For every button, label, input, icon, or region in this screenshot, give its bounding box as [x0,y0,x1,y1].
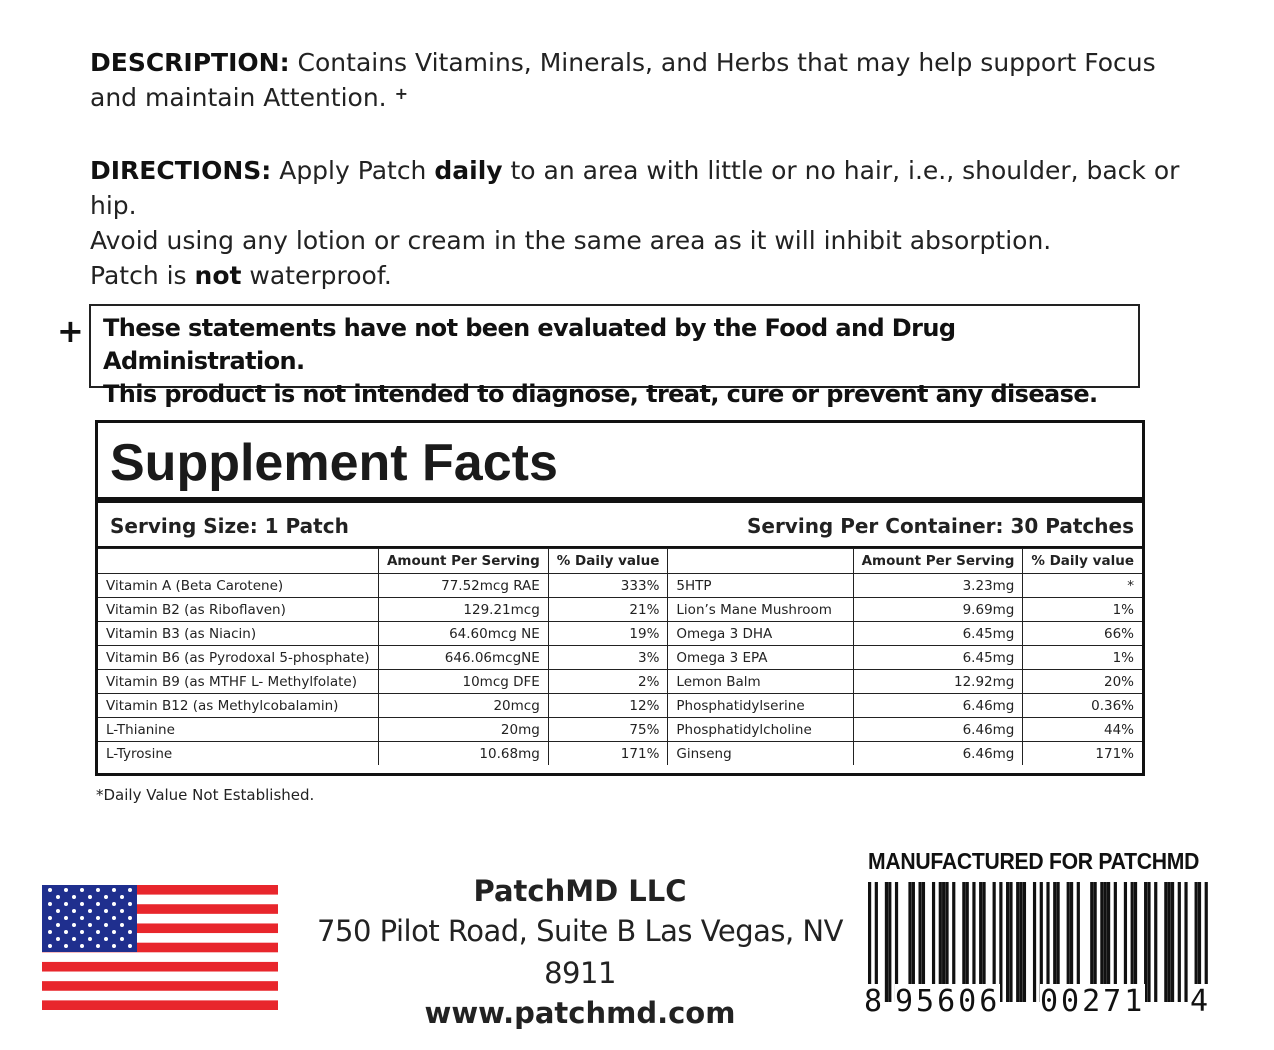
description-paragraph [90,45,1170,115]
supplement-facts-table [98,548,1142,765]
disclaimer-box [89,304,1140,408]
flag-star [48,888,52,892]
flag-stripe [42,1000,278,1010]
supplement-facts-panel [95,420,1145,776]
amount-per-serving: 12.92mg [853,670,1023,694]
amount-per-serving: 9.69mg [853,598,1023,622]
daily-value-percent: 171% [1023,742,1142,766]
amount-per-serving: 3.23mg [853,574,1023,598]
flag-star [56,895,60,899]
flag-star [96,888,100,892]
directions-line-1 [90,153,1190,223]
daily-value-percent: 0.36% [1023,694,1142,718]
flag-star [56,909,60,913]
facts-heavy-rule [98,497,1142,503]
ingredient-name: L-Thianine [98,718,378,742]
barcode-bar [888,882,891,1002]
header-cell: % Daily value [548,549,668,574]
header-cell [668,549,853,574]
ingredient-name: Vitamin B2 (as Riboflaven) [98,598,378,622]
flag-star [112,888,116,892]
directions-line3-b: waterproof. [241,261,392,290]
flag-star [96,944,100,948]
barcode-bar [1171,882,1174,1002]
directions-line-3 [90,258,1190,293]
supplement-facts-title: Supplement Facts [110,434,558,492]
ingredient-name: Phosphatidylcholine [668,718,853,742]
ingredient-name: Omega 3 DHA [668,622,853,646]
directions-text-b: to an area with little or no hair, i.e., shoulder, back or hip. [90,156,1180,220]
flag-star [88,923,92,927]
amount-per-serving: 77.52mcg RAE [378,574,548,598]
flag-star [128,944,132,948]
directions-paragraph [90,153,1190,293]
flag-star [48,916,52,920]
daily-value-percent: * [1023,574,1142,598]
barcode-group-right: 00271 [1040,984,1146,1019]
company-website: www.patchmd.com [424,996,736,1030]
table-row [98,646,1142,670]
header-cell: % Daily value [1023,549,1142,574]
flag-star [80,930,84,934]
flag-star [104,909,108,913]
flag-star [64,916,68,920]
flag-star [72,937,76,941]
daily-value-percent: 44% [1023,718,1142,742]
description-footnote-mark: + [394,84,408,103]
flag-star [88,937,92,941]
flag-star [120,937,124,941]
flag-star [80,888,84,892]
amount-per-serving: 6.46mg [853,718,1023,742]
ingredient-name: 5HTP [668,574,853,598]
table-row [98,694,1142,718]
flag-star [104,923,108,927]
flag-star [56,923,60,927]
barcode-bar [1168,882,1171,1002]
serving-size: Serving Size: 1 Patch [110,514,349,538]
flag-star [112,944,116,948]
flag-star [128,930,132,934]
barcode-bar [1184,882,1187,1002]
flag-star [120,895,124,899]
description-text: Contains Vitamins, Minerals, and Herbs that may help support Focus and maintain Attention. [90,48,1156,112]
barcode-bar [1178,882,1181,1002]
flag-star [96,902,100,906]
daily-value-percent: 3% [548,646,668,670]
ingredient-name: Ginseng [668,742,853,766]
flag-star [80,944,84,948]
table-row [98,670,1142,694]
ingredient-name: Lemon Balm [668,670,853,694]
daily-value-percent: 1% [1023,646,1142,670]
daily-value-percent: 21% [548,598,668,622]
flag-star [72,895,76,899]
directions-label: DIRECTIONS: [90,156,272,185]
directions-emphasis-not: not [194,261,242,290]
daily-value-percent: 333% [548,574,668,598]
table-row [98,622,1142,646]
manufactured-for-label: MANUFACTURED FOR PATCHMD [868,848,1200,874]
amount-per-serving: 6.46mg [853,694,1023,718]
flag-stripe [42,981,278,991]
amount-per-serving: 64.60mcg NE [378,622,548,646]
header-cell: Amount Per Serving [853,549,1023,574]
flag-stripe [42,952,278,962]
flag-star [112,902,116,906]
barcode-bar [1006,882,1009,1002]
table-row [98,574,1142,598]
table-row [98,718,1142,742]
flag-star [80,916,84,920]
ingredient-name: Lion’s Mane Mushroom [668,598,853,622]
flag-star [64,888,68,892]
table-row [98,598,1142,622]
amount-per-serving: 129.21mcg [378,598,548,622]
disclaimer-line-2: This product is not intended to diagnose, treat, cure or prevent any disease. [103,380,1098,408]
amount-per-serving: 10.68mg [378,742,548,766]
daily-value-percent: 20% [1023,670,1142,694]
flag-star [112,916,116,920]
barcode-bar [1016,882,1019,1002]
amount-per-serving: 6.45mg [853,622,1023,646]
flag-star [48,944,52,948]
flag-star [104,937,108,941]
flag-star [80,902,84,906]
ingredient-name: Vitamin B6 (as Pyrodoxal 5-phosphate) [98,646,378,670]
table-row [98,742,1142,766]
amount-per-serving: 646.06mcgNE [378,646,548,670]
ingredient-name: L-Tyrosine [98,742,378,766]
amount-per-serving: 6.45mg [853,646,1023,670]
daily-value-percent: 171% [548,742,668,766]
barcode-bar [1164,882,1167,1002]
disclaimer-line-1: These statements have not been evaluated by the Food and Drug Administration. [103,314,956,375]
flag-canton [42,885,137,952]
ingredient-name: Phosphatidylserine [668,694,853,718]
flag-star [96,930,100,934]
flag-star [56,937,60,941]
us-flag-icon [42,885,278,1010]
daily-value-percent: 1% [1023,598,1142,622]
flag-star [72,923,76,927]
flag-stripe [42,972,278,982]
flag-star [128,916,132,920]
flag-star [112,930,116,934]
daily-value-percent: 2% [548,670,668,694]
flag-star [120,923,124,927]
header-cell: Amount Per Serving [378,549,548,574]
barcode-bar [1023,882,1026,1002]
daily-value-percent: 12% [548,694,668,718]
barcode-bar [885,882,888,1002]
directions-line3-a: Patch is [90,261,195,290]
company-address: 750 Pilot Road, Suite B Las Vegas, NV 8911 [317,914,843,990]
flag-star [96,916,100,920]
flag-star [128,888,132,892]
ingredient-name: Vitamin B12 (as Methylcobalamin) [98,694,378,718]
flag-star [104,895,108,899]
barcode-bar [1019,882,1022,1002]
flag-star [48,902,52,906]
flag-star [48,930,52,934]
description-label: DESCRIPTION: [90,48,290,77]
flag-stripe [42,962,278,972]
directions-line-2: Avoid using any lotion or cream in the same area as it will inhibit absorption. [90,226,1052,255]
daily-value-percent: 75% [548,718,668,742]
header-cell [98,549,378,574]
barcode-group-left: 95606 [895,984,1001,1019]
servings-per-container: Serving Per Container: 30 Patches [746,514,1134,538]
flag-star [64,902,68,906]
amount-per-serving: 10mcg DFE [378,670,548,694]
disclaimer-plus-mark: + [57,312,84,350]
daily-value-percent: 66% [1023,622,1142,646]
flag-star [120,909,124,913]
ingredient-name: Vitamin B9 (as MTHF L- Methylfolate) [98,670,378,694]
flag-star [88,895,92,899]
flag-star [72,909,76,913]
amount-per-serving: 20mg [378,718,548,742]
barcode-bar [1147,882,1150,1002]
daily-value-footnote: *Daily Value Not Established. [96,786,315,804]
flag-star [64,930,68,934]
company-name: PatchMD LLC [473,874,687,908]
ingredient-name: Omega 3 EPA [668,646,853,670]
directions-emphasis-daily: daily [434,156,503,185]
ingredient-name: Vitamin A (Beta Carotene) [98,574,378,598]
flag-star [64,944,68,948]
barcode-bar [1154,882,1157,1002]
flag-star [128,902,132,906]
barcode-bar [1009,882,1012,1002]
flag-star [88,909,92,913]
table-header-row [98,549,1142,574]
amount-per-serving: 6.46mg [853,742,1023,766]
disclaimer-text [103,312,1138,411]
barcode-bar [1033,882,1036,1002]
flag-stripe [42,991,278,1001]
directions-text-a: Apply Patch [271,156,435,185]
amount-per-serving: 20mcg [378,694,548,718]
daily-value-percent: 19% [548,622,668,646]
company-info [300,872,860,1032]
barcode-digit-first: 8 [864,984,883,1019]
ingredient-name: Vitamin B3 (as Niacin) [98,622,378,646]
barcode-digit-last: 4 [1190,984,1209,1019]
